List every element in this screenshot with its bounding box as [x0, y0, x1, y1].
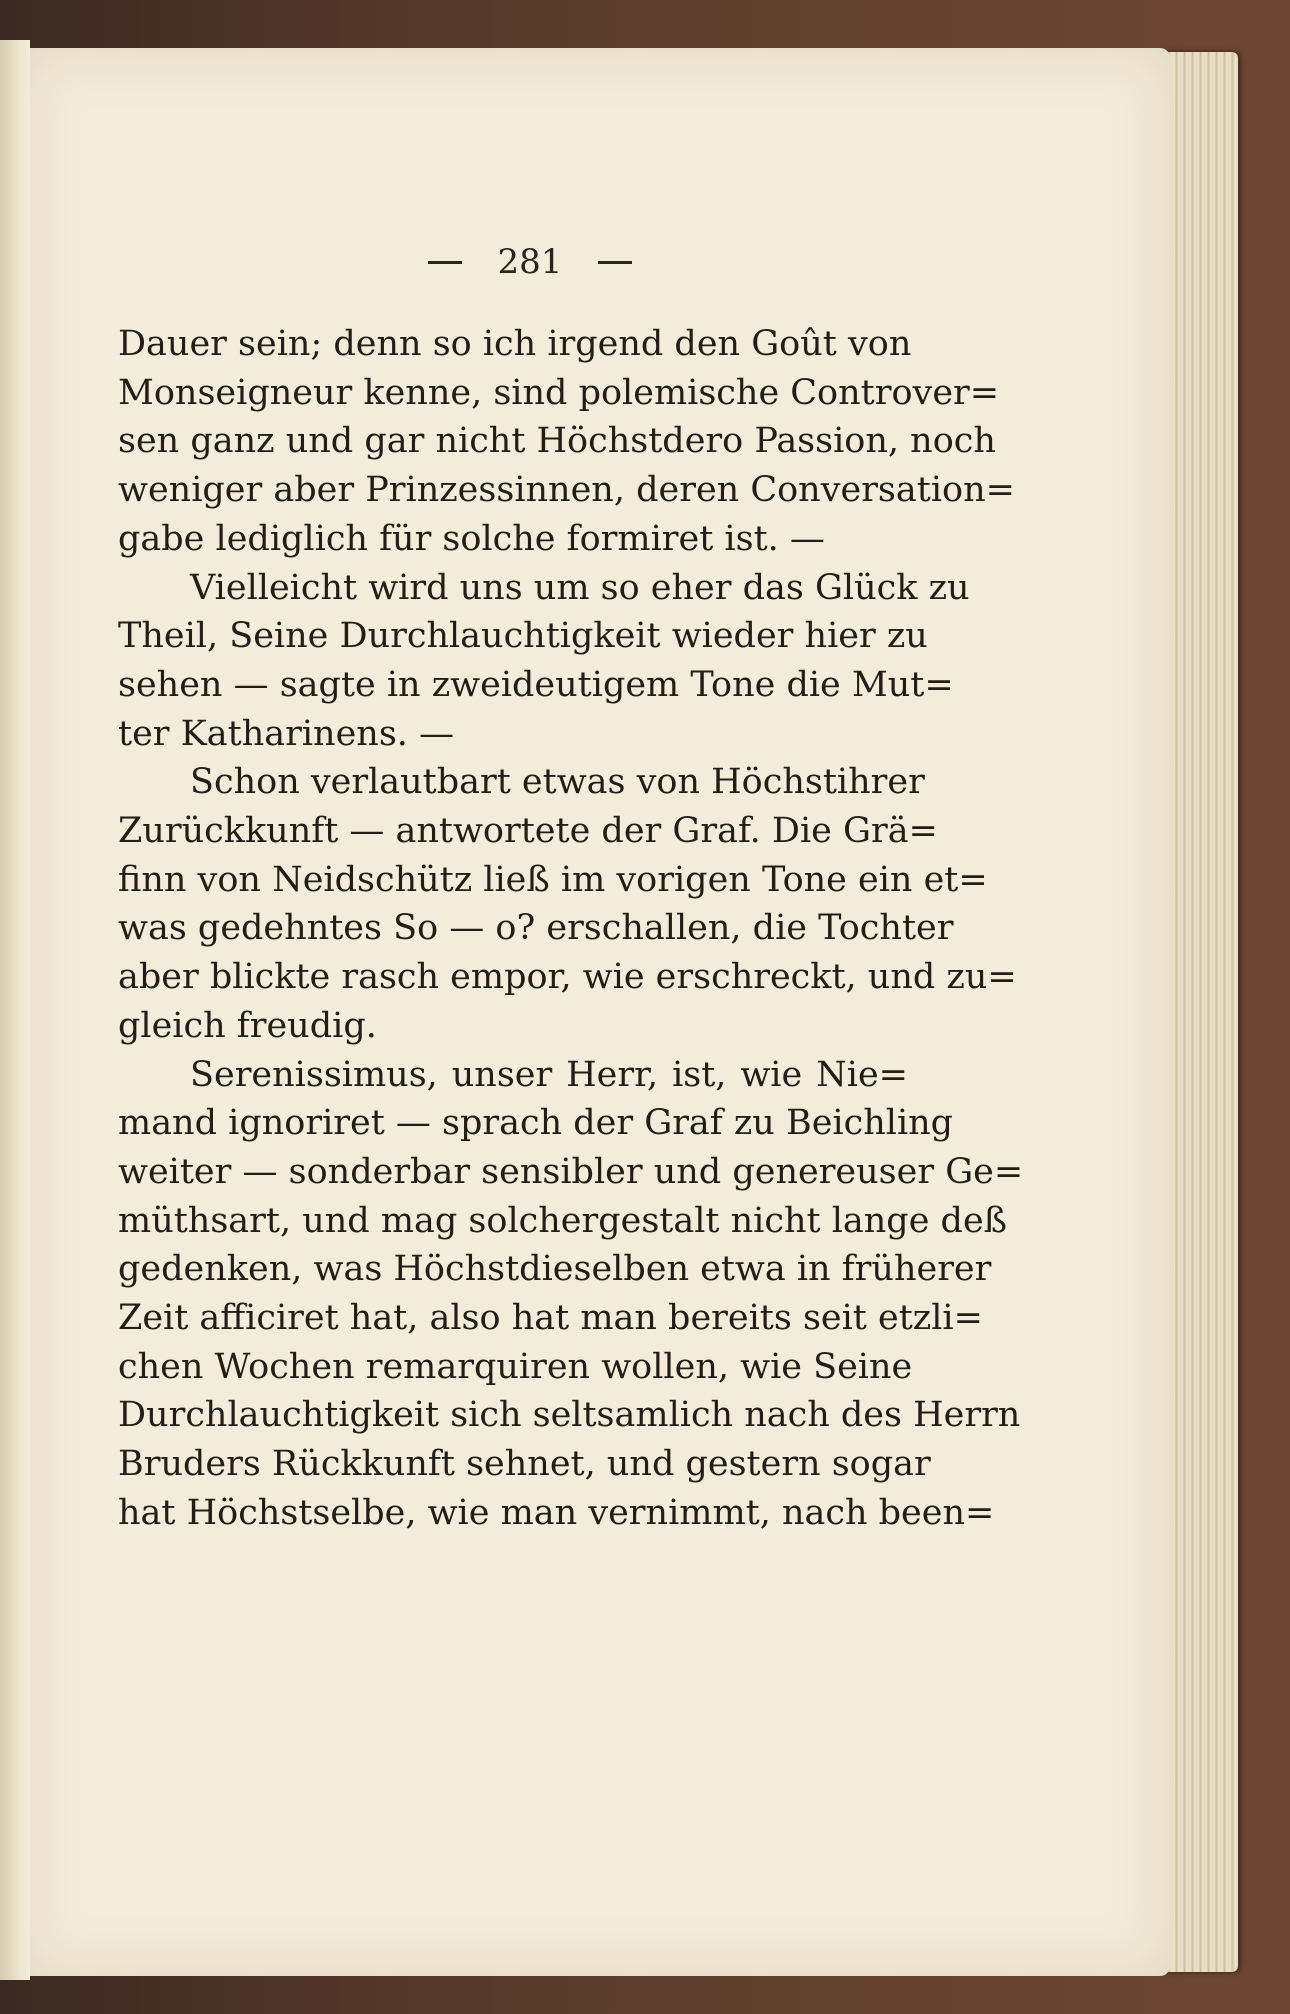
text-line: mand ignoriret — sprach der Graf zu Beichling: [118, 1103, 954, 1144]
text-line: Vielleicht wird uns um so eher das Glück zu: [190, 567, 970, 608]
text-line: chen Wochen remarquiren wollen, wie Seine: [118, 1346, 913, 1387]
text-line: müthsart, und mag solchergestalt nicht lange deß: [118, 1200, 1008, 1241]
page-edges: [1162, 52, 1238, 1972]
text-line: Theil, Seine Durchlauchtigkeit wieder hier zu: [118, 616, 928, 657]
header-dash-right: [598, 261, 632, 264]
text-line: Durchlauchtigkeit sich seltsamlich nach des Herrn: [118, 1395, 1021, 1436]
text-line: finn von Neidschütz ließ im vorigen Tone ein et=: [118, 859, 988, 900]
text-line: sehen — sagte in zweideutigem Tone die Mut=: [118, 664, 954, 705]
text-line: Zeit afficiret hat, also hat man bereits seit etzli=: [118, 1298, 983, 1339]
text-line: Bruders Rückkunft sehnet, und gestern sogar: [118, 1444, 931, 1485]
text-line: weiter — sonderbar sensibler und genereuser Ge=: [118, 1151, 1024, 1192]
text-line: Zurückkunft — antwortete der Graf. Die Grä=: [118, 811, 938, 852]
text-line: gedenken, was Höchstdieselben etwa in früherer: [118, 1249, 992, 1290]
text-line: was gedehntes So — o? erschallen, die Tochter: [118, 908, 954, 949]
text-line: sen ganz und gar nicht Höchstdero Passion, noch: [118, 421, 996, 462]
text-line: ter Katharinens. —: [118, 713, 455, 754]
text-line: gleich freudig.: [118, 1005, 377, 1046]
text-line: Dauer sein; denn so ich irgend den Goût von: [118, 324, 912, 364]
body-text: [118, 320, 1024, 1538]
page-header: [380, 232, 680, 292]
text-line: aber blickte rasch empor, wie erschreckt, und zu=: [118, 957, 1017, 998]
text-line: Serenissimus, unser Herr, ist, wie Nie=: [190, 1054, 908, 1095]
text-line: gabe lediglich für solche formiret ist. —: [118, 518, 825, 559]
text-line: Schon verlautbart etwas von Höchstihrer: [190, 762, 925, 803]
header-dash-left: [428, 261, 462, 264]
book-gutter: [0, 40, 30, 1980]
page-number: 281: [497, 242, 563, 282]
text-line: hat Höchstselbe, wie man vernimmt, nach been=: [118, 1492, 995, 1533]
text-line: Monseigneur kenne, sind polemische Controver=: [118, 372, 1000, 413]
text-line: weniger aber Prinzessinnen, deren Conversation=: [118, 470, 1015, 511]
